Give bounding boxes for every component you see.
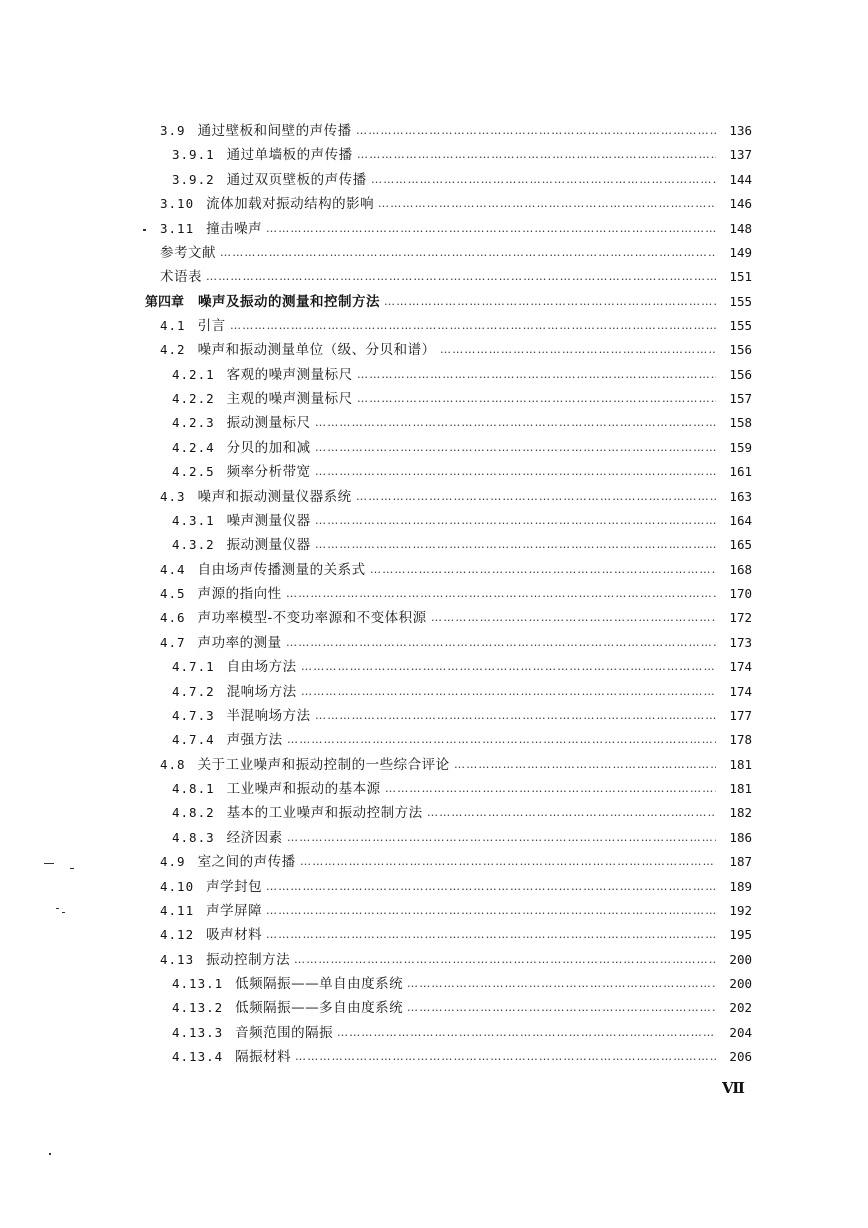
toc-entry-title — [172, 168, 367, 192]
toc-entry-number: 4.2.4 — [172, 439, 215, 455]
toc-entry-number: 4.8.2 — [172, 805, 215, 821]
toc-page-number: 151 — [729, 269, 752, 285]
toc-entry-title — [172, 777, 381, 801]
toc-leader-dots — [300, 850, 716, 874]
toc-chapter-row — [0, 290, 868, 314]
toc-entry-title — [160, 485, 352, 509]
toc-leader-dots — [315, 460, 716, 484]
toc-page-number: 168 — [729, 561, 752, 577]
toc-leader-dots — [431, 606, 716, 630]
toc-entry-number: 3.9.1 — [172, 147, 215, 163]
toc-entry-number: 4.1 — [160, 318, 186, 333]
toc-leader-dots — [286, 582, 716, 606]
toc-entry-number: 4.13.4 — [172, 1049, 224, 1065]
toc-entry-label: 声功率模型-不变功率源和不变体积源 — [197, 610, 427, 627]
toc-entry-number: 4.7.1 — [172, 659, 215, 675]
toc-leader-dots — [384, 290, 716, 314]
toc-page-number: 195 — [729, 927, 752, 943]
toc-entry-label: 音频范围的隔振 — [235, 1024, 334, 1041]
toc-leader-dots — [294, 948, 716, 972]
toc-entry-label: 撞击噪声 — [206, 220, 263, 237]
toc-entry-title — [160, 923, 262, 947]
toc-entry-number: 4.7.4 — [172, 732, 215, 748]
toc-page-number: 155 — [729, 318, 752, 333]
toc-page-number: 204 — [729, 1024, 752, 1040]
toc-entry-number: 4.6 — [160, 610, 186, 626]
toc-entry-number: 4.3.2 — [172, 537, 215, 553]
toc-entry-number: 4.13.2 — [172, 1000, 224, 1016]
toc-leader-dots — [220, 241, 716, 265]
toc-entry-row — [0, 801, 868, 825]
toc-entry-number: 4.8.1 — [172, 781, 215, 796]
toc-page-number: 206 — [729, 1049, 752, 1065]
toc-page-number: 155 — [729, 293, 752, 309]
toc-entry-title — [145, 290, 380, 315]
toc-entry-row — [0, 728, 868, 752]
toc-entry-title — [160, 558, 366, 582]
toc-page-number: 186 — [729, 829, 752, 845]
toc-page-number: 189 — [729, 878, 752, 894]
toc-leader-dots — [356, 485, 716, 509]
toc-entry-title — [160, 850, 296, 874]
toc-entry-number: 4.5 — [160, 586, 186, 601]
toc-entry-number: 4.2.5 — [172, 464, 215, 480]
toc-page-number: 174 — [729, 683, 752, 699]
toc-entry-number: 4.9 — [160, 854, 186, 870]
toc-leader-dots — [357, 363, 716, 387]
toc-page-number: 149 — [729, 244, 752, 260]
toc-entry-number: 4.2.3 — [172, 415, 215, 431]
toc-leader-dots — [407, 996, 716, 1020]
toc-entry-row — [0, 582, 868, 606]
toc-entry-number: 4.2 — [160, 342, 186, 358]
scan-speck — [56, 908, 59, 909]
toc-entry-row — [0, 192, 868, 216]
toc-entry-row — [0, 509, 868, 533]
toc-page-number: 187 — [729, 854, 752, 870]
toc-entry-row — [0, 996, 868, 1020]
toc-entry-label: 振动测量标尺 — [226, 415, 311, 432]
toc-entry-label: 引言 — [197, 318, 226, 334]
toc-entry-title — [160, 753, 450, 777]
scan-speck — [49, 1153, 51, 1155]
toc-entry-label: 低频隔振——多自由度系统 — [235, 1000, 404, 1017]
toc-leader-dots — [385, 777, 716, 801]
toc-entry-row — [0, 850, 868, 874]
toc-entry-label: 混响场方法 — [226, 683, 297, 700]
toc-entry-title — [172, 509, 311, 533]
toc-entry-row — [0, 948, 868, 972]
toc-leader-dots — [287, 728, 716, 752]
toc-entry-row — [0, 777, 868, 801]
toc-leader-dots — [357, 143, 716, 167]
scan-speck — [70, 868, 74, 869]
toc-entry-title — [172, 143, 353, 167]
toc-entry-title — [160, 241, 216, 265]
toc-page-number: 172 — [729, 610, 752, 626]
toc-entry-row — [0, 704, 868, 728]
toc-leader-dots — [315, 411, 716, 435]
toc-entry-number: 4.10 — [160, 878, 195, 894]
toc-page-number: 177 — [729, 707, 752, 723]
toc-entry-label: 声功率的测量 — [197, 634, 282, 651]
toc-entry-label: 通过双页壁板的声传播 — [226, 171, 367, 188]
toc-entry-title — [172, 728, 283, 752]
toc-entry-title — [160, 948, 290, 972]
toc-entry-label: 噪声和振动测量仪器系统 — [197, 488, 352, 505]
toc-entry-label: 吸声材料 — [206, 927, 263, 944]
toc-entry-row — [0, 1045, 868, 1069]
toc-leader-dots — [378, 192, 716, 216]
toc-leader-dots — [357, 387, 716, 411]
toc-entry-number: 4.13.3 — [172, 1024, 224, 1040]
toc-entry-label: 通过单墙板的声传播 — [226, 147, 353, 164]
toc-entry-row — [0, 631, 868, 655]
toc-entry-number: 3.9.2 — [172, 171, 215, 187]
toc-entry-row — [0, 923, 868, 947]
toc-entry-label: 术语表 — [160, 269, 202, 286]
toc-entry-row — [0, 387, 868, 411]
toc-page-number: 144 — [729, 171, 752, 187]
toc-entry-number: 4.7.3 — [172, 707, 215, 723]
toc-entry-label: 通过壁板和间壁的声传播 — [197, 123, 352, 139]
toc-entry-row — [0, 241, 868, 265]
toc-entry-title — [172, 996, 403, 1020]
toc-entry-label: 室之间的声传播 — [197, 854, 296, 871]
toc-entry-title — [160, 631, 282, 655]
toc-leader-dots — [427, 801, 716, 825]
toc-page-number: 173 — [729, 634, 752, 650]
toc-entry-label: 半混响场方法 — [226, 707, 311, 724]
scan-speck — [62, 912, 65, 913]
toc-leader-dots — [454, 753, 716, 777]
toc-entry-number: 4.2.2 — [172, 391, 215, 407]
toc-page-number: 164 — [729, 512, 752, 528]
toc-entry-label: 声学封包 — [206, 878, 263, 895]
toc-leader-dots — [337, 1021, 716, 1045]
toc-page-number: 181 — [729, 756, 752, 772]
toc-page-number: 163 — [729, 488, 752, 504]
toc-leader-dots — [301, 680, 716, 704]
toc-leader-dots — [356, 119, 716, 143]
toc-leader-dots — [230, 314, 716, 338]
toc-page-number: 156 — [729, 342, 752, 358]
toc-entry-row — [0, 143, 868, 167]
toc-entry-row — [0, 119, 868, 143]
toc-page-number: 146 — [729, 196, 752, 212]
toc-page-number: 181 — [729, 781, 752, 796]
toc-leader-dots — [206, 265, 716, 289]
toc-leader-dots — [286, 631, 716, 655]
toc-entry-number: 4.11 — [160, 902, 195, 918]
toc-leader-dots — [407, 972, 716, 996]
toc-entry-number: 3.11 — [160, 220, 195, 236]
scan-speck — [143, 229, 146, 231]
toc-entry-row — [0, 533, 868, 557]
toc-leader-dots — [301, 655, 716, 679]
toc-entry-number: 4.2.1 — [172, 366, 215, 382]
scan-speck — [44, 863, 54, 864]
toc-entry-title — [172, 680, 297, 704]
toc-page-number: 202 — [729, 1000, 752, 1016]
toc-entry-number: 3.9 — [160, 123, 186, 138]
toc-entry-label: 振动测量仪器 — [226, 537, 311, 554]
toc-entry-title — [172, 436, 311, 460]
toc-entry-label: 噪声及振动的测量和控制方法 — [198, 293, 381, 310]
toc-leader-dots — [315, 436, 716, 460]
toc-entry-label: 分贝的加和减 — [226, 439, 311, 456]
toc-entry-number: 4.8.3 — [172, 829, 215, 845]
toc-entry-title — [172, 801, 423, 825]
toc-entry-title — [172, 704, 311, 728]
toc-entry-title — [172, 826, 283, 850]
toc-entry-title — [172, 533, 311, 557]
toc-entry-row — [0, 875, 868, 899]
toc-entry-title — [172, 387, 353, 411]
toc-entry-title — [160, 875, 262, 899]
toc-entry-row — [0, 363, 868, 387]
toc-entry-title — [160, 119, 352, 143]
toc-entry-title — [172, 1045, 291, 1069]
toc-entry-label: 噪声和振动测量单位（级、分贝和谱） — [197, 342, 436, 359]
toc-page-number: 170 — [729, 586, 752, 601]
toc-entry-row — [0, 338, 868, 362]
toc-entry-label: 自由场方法 — [226, 659, 297, 676]
toc-entry-title — [172, 1021, 333, 1045]
toc-entry-number: 4.4 — [160, 561, 186, 577]
toc-page-number: 158 — [729, 415, 752, 431]
toc-entry-title — [172, 972, 403, 996]
toc-entry-label: 关于工业噪声和振动控制的一些综合评论 — [197, 756, 450, 773]
toc-entry-number: 第四章 — [145, 294, 185, 310]
toc-entry-label: 噪声测量仪器 — [226, 512, 311, 529]
toc-entry-label: 振动控制方法 — [206, 951, 291, 968]
toc-leader-dots — [266, 217, 716, 241]
toc-entry-row — [0, 217, 868, 241]
toc-entry-row — [0, 168, 868, 192]
toc-page-number: 182 — [729, 805, 752, 821]
toc-entry-label: 声强方法 — [226, 732, 283, 749]
page-folio: Ⅶ — [722, 1079, 745, 1097]
toc-page-number: 159 — [729, 439, 752, 455]
toc-entry-row — [0, 411, 868, 435]
toc-entry-row — [0, 826, 868, 850]
toc-entry-label: 自由场声传播测量的关系式 — [197, 561, 366, 578]
toc-entry-row — [0, 460, 868, 484]
toc-entry-number: 4.3.1 — [172, 512, 215, 528]
toc-entry-row — [0, 899, 868, 923]
toc-page-number: 192 — [729, 902, 752, 918]
toc-leader-dots — [266, 899, 716, 923]
toc-entry-label: 频率分析带宽 — [226, 464, 311, 481]
toc-entry-label: 客观的噪声测量标尺 — [226, 366, 353, 383]
toc-entry-label: 流体加载对振动结构的影响 — [206, 196, 375, 213]
toc-entry-number: 4.3 — [160, 488, 186, 504]
toc-entry-number: 4.12 — [160, 927, 195, 943]
toc-entry-label: 隔振材料 — [235, 1049, 292, 1066]
toc-entry-title — [160, 338, 436, 362]
toc-page-number: 156 — [729, 366, 752, 382]
toc-leader-dots — [315, 509, 716, 533]
toc-page-number: 200 — [729, 951, 752, 967]
toc-entry-row — [0, 972, 868, 996]
toc-leader-dots — [370, 558, 716, 582]
toc-entry-row — [0, 655, 868, 679]
toc-page-number: 157 — [729, 391, 752, 407]
toc-entry-title — [172, 411, 311, 435]
toc-entry-label: 声学屏障 — [206, 902, 263, 919]
toc-entry-title — [160, 265, 202, 289]
toc-page-number: 200 — [729, 976, 752, 991]
toc-entry-label: 基本的工业噪声和振动控制方法 — [226, 805, 423, 822]
toc-entry-row — [0, 314, 868, 338]
toc-leader-dots — [440, 338, 716, 362]
toc-entry-title — [160, 606, 427, 630]
toc-entry-number: 4.7 — [160, 634, 186, 650]
toc-page-number: 174 — [729, 659, 752, 675]
toc-entry-row — [0, 606, 868, 630]
toc-entry-row — [0, 753, 868, 777]
toc-entry-row — [0, 265, 868, 289]
toc-entry-number: 4.7.2 — [172, 683, 215, 699]
toc-leader-dots — [315, 533, 716, 557]
toc-entry-row — [0, 436, 868, 460]
toc-entry-number: 3.10 — [160, 196, 195, 212]
toc-entry-label: 声源的指向性 — [197, 586, 282, 602]
toc-entry-row — [0, 680, 868, 704]
toc-page-number: 137 — [729, 147, 752, 163]
toc-entry-number: 4.13.1 — [172, 976, 224, 991]
toc-entry-title — [160, 192, 374, 216]
toc-leader-dots — [371, 168, 716, 192]
toc-entry-title — [160, 582, 282, 606]
toc-entry-number: 4.13 — [160, 951, 195, 967]
toc-entry-row — [0, 1021, 868, 1045]
toc-page-number: 165 — [729, 537, 752, 553]
toc-page-number: 136 — [729, 123, 752, 138]
toc-entry-title — [160, 314, 226, 338]
toc-leader-dots — [315, 704, 716, 728]
toc-entry-label: 低频隔振——单自由度系统 — [235, 976, 404, 992]
toc-entry-title — [160, 899, 262, 923]
toc-entry-row — [0, 558, 868, 582]
toc-entry-label: 工业噪声和振动的基本源 — [226, 781, 381, 797]
toc-leader-dots — [287, 826, 716, 850]
toc-entry-title — [172, 460, 311, 484]
toc-page-number: 161 — [729, 464, 752, 480]
toc-leader-dots — [295, 1045, 716, 1069]
toc-page-number: 178 — [729, 732, 752, 748]
toc-entry-label: 参考文献 — [160, 244, 216, 261]
toc-entry-title — [160, 217, 262, 241]
toc-entry-label: 经济因素 — [226, 829, 283, 846]
toc-entry-title — [172, 655, 297, 679]
toc-entry-label: 主观的噪声测量标尺 — [226, 391, 353, 408]
toc-leader-dots — [266, 875, 716, 899]
toc-leader-dots — [266, 923, 716, 947]
toc-entry-number: 4.8 — [160, 756, 186, 772]
toc-entry-title — [172, 363, 353, 387]
toc-entry-row — [0, 485, 868, 509]
toc-page-number: 148 — [729, 220, 752, 236]
